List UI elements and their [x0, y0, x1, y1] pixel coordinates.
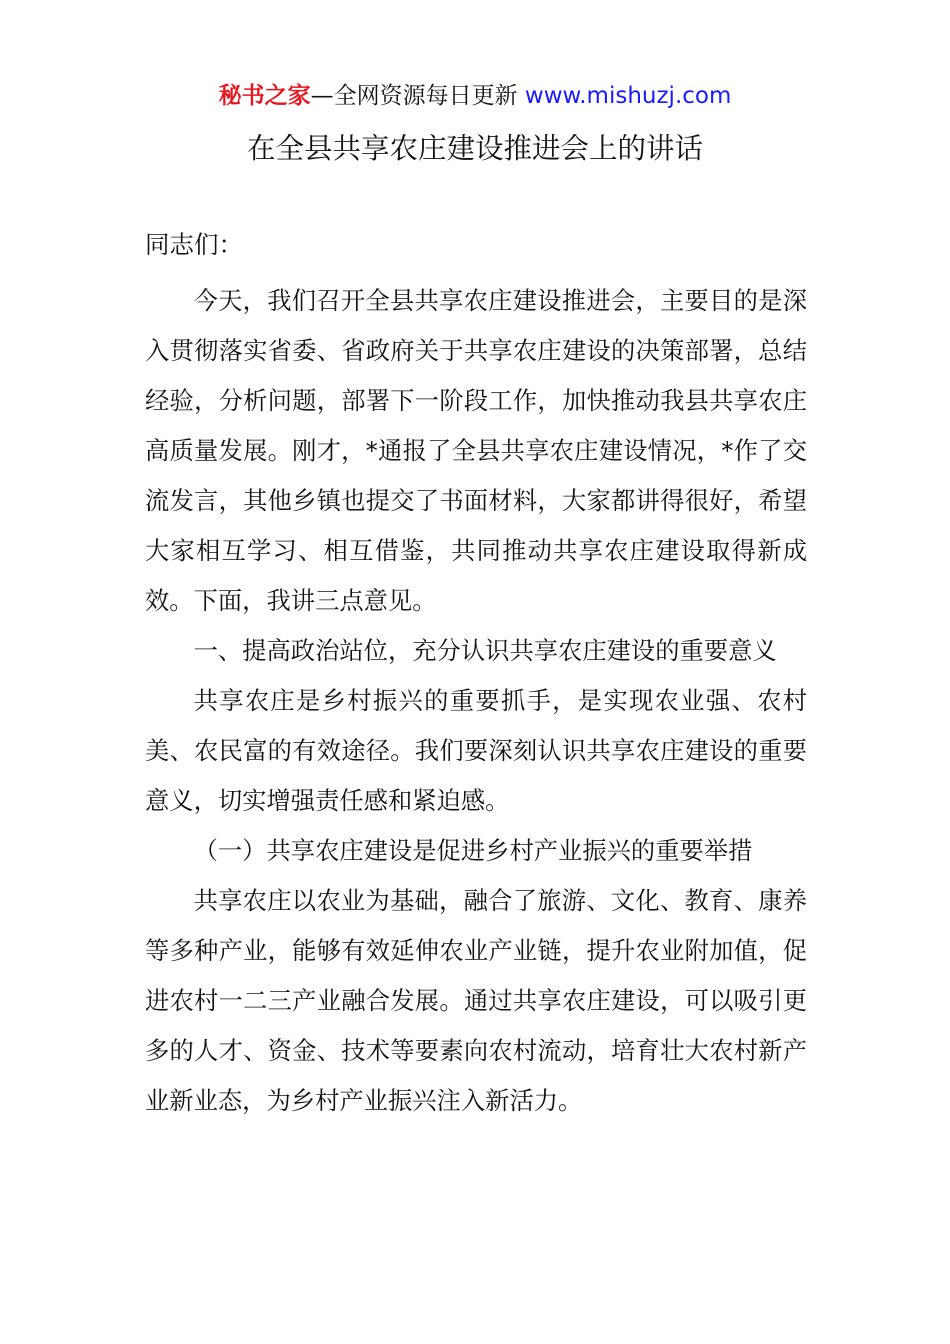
site-url-link[interactable]: www.mishuzj.com	[524, 83, 732, 109]
site-slogan: —全网资源每日更新	[310, 83, 525, 109]
document-title: 在全县共享农庄建设推进会上的讲话	[246, 132, 703, 165]
paragraph-intro: 今天，我们召开全县共享农庄建设推进会，主要目的是深入贯彻落实省委、省政府关于共享农庄建设的决策部署，总结经验，分析问题，部署下一阶段工作，加快推动我县共享农庄高质量发展。刚才，*通报了全县共享农庄建设情况，*作了交流发言，其他乡镇也提交了书面材料，大家都讲得很好，希望大家相互学习、相互借鉴，共同推动共享农庄建设取得新成效。下面，我讲三点意见。	[145, 286, 807, 615]
section-heading-1: 一、提高政治站位，充分认识共享农庄建设的重要意义	[193, 636, 777, 665]
subsection-heading-1: （一）共享农庄建设是促进乡村产业振兴的重要举措	[193, 836, 753, 865]
site-header	[0, 80, 950, 112]
site-brand: 秘书之家	[218, 83, 311, 109]
paragraph-section-1: 共享农庄是乡村振兴的重要抓手，是实现农业强、农村美、农民富的有效途径。我们要深刻认识共享农庄建设的重要意义，切实增强责任感和紧迫感。	[145, 686, 807, 815]
document-body	[145, 276, 807, 1126]
paragraph-subsection-1: 共享农庄以农业为基础，融合了旅游、文化、教育、康养等多种产业，能够有效延伸农业产业链，提升农业附加值，促进农村一二三产业融合发展。通过共享农庄建设，可以吸引更多的人才、资金、技术等要素向农村流动，培育壮大农村新产业新业态，为乡村产业振兴注入新活力。	[145, 886, 807, 1115]
greeting: 同志们：	[145, 230, 243, 259]
